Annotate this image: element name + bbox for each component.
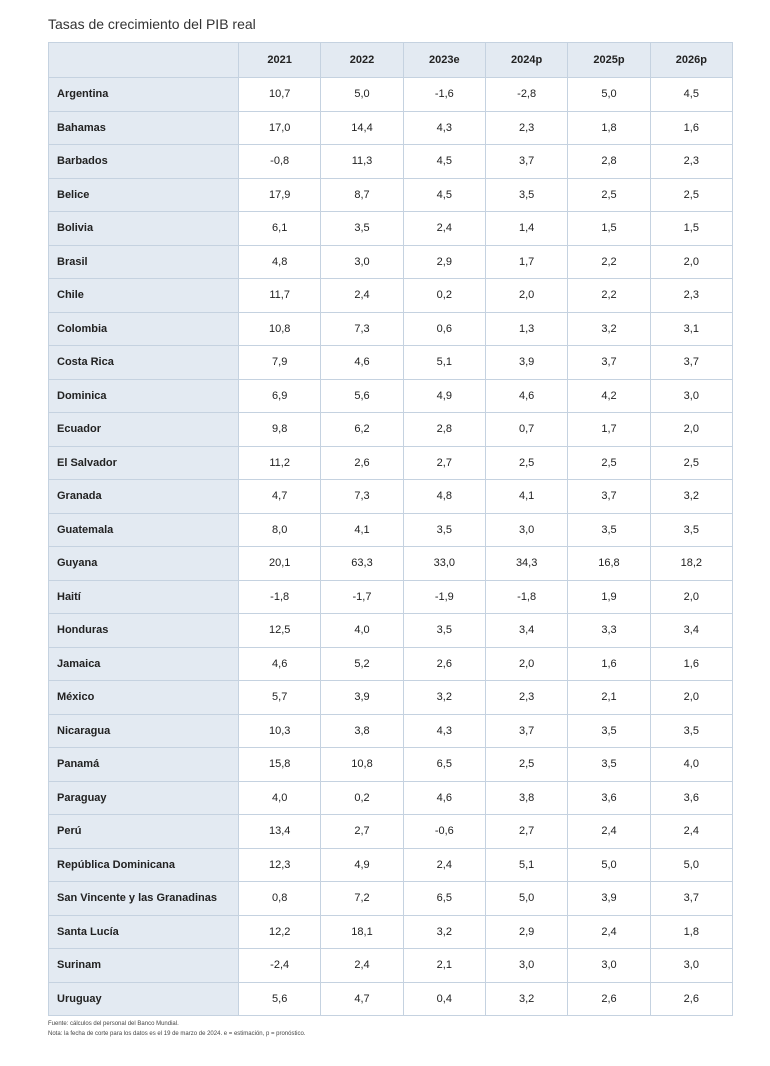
value-cell: 3,2 [485, 982, 567, 1016]
value-cell: 7,9 [239, 346, 321, 380]
value-cell: 4,1 [321, 513, 403, 547]
value-cell: 10,8 [321, 748, 403, 782]
value-cell: 8,7 [321, 178, 403, 212]
value-cell: 18,2 [650, 547, 732, 581]
value-cell: -0,8 [239, 145, 321, 179]
value-cell: 4,3 [403, 714, 485, 748]
value-cell: 5,1 [403, 346, 485, 380]
value-cell: 3,7 [485, 145, 567, 179]
value-cell: 3,2 [403, 681, 485, 715]
column-header: 2023e [403, 43, 485, 78]
value-cell: 11,7 [239, 279, 321, 313]
value-cell: 17,0 [239, 111, 321, 145]
value-cell: 3,7 [568, 346, 650, 380]
value-cell: 5,2 [321, 647, 403, 681]
country-cell: Colombia [49, 312, 239, 346]
country-cell: Dominica [49, 379, 239, 413]
value-cell: 3,5 [568, 513, 650, 547]
footnote: Nota: la fecha de corte para los datos es el 19 de marzo de 2024. e = estimación, p = pronóstico. [48, 1031, 306, 1037]
header-row [49, 43, 733, 78]
value-cell: 12,5 [239, 614, 321, 648]
value-cell: 3,9 [485, 346, 567, 380]
value-cell: 5,0 [568, 848, 650, 882]
value-cell: 2,4 [403, 848, 485, 882]
value-cell: 3,5 [403, 614, 485, 648]
value-cell: 2,6 [650, 982, 732, 1016]
column-header: 2024p [485, 43, 567, 78]
country-cell: El Salvador [49, 446, 239, 480]
value-cell: 4,6 [239, 647, 321, 681]
value-cell: 4,2 [568, 379, 650, 413]
header-corner-cell [49, 43, 239, 78]
table-row [49, 279, 733, 313]
value-cell: 2,4 [568, 815, 650, 849]
value-cell: 0,2 [321, 781, 403, 815]
table-row [49, 413, 733, 447]
value-cell: 2,5 [568, 178, 650, 212]
country-cell: Bahamas [49, 111, 239, 145]
table-notes [48, 1019, 306, 1039]
value-cell: 2,3 [650, 145, 732, 179]
value-cell: 1,9 [568, 580, 650, 614]
value-cell: 11,3 [321, 145, 403, 179]
value-cell: 6,2 [321, 413, 403, 447]
value-cell: 2,8 [403, 413, 485, 447]
country-cell: Guatemala [49, 513, 239, 547]
table-row [49, 614, 733, 648]
value-cell: 3,7 [568, 480, 650, 514]
value-cell: 4,0 [239, 781, 321, 815]
country-cell: Jamaica [49, 647, 239, 681]
value-cell: 3,7 [650, 346, 732, 380]
table-row [49, 647, 733, 681]
value-cell: 12,2 [239, 915, 321, 949]
value-cell: 5,1 [485, 848, 567, 882]
table-row [49, 915, 733, 949]
value-cell: 3,6 [650, 781, 732, 815]
value-cell: 6,9 [239, 379, 321, 413]
value-cell: 2,0 [650, 245, 732, 279]
value-cell: 15,8 [239, 748, 321, 782]
country-cell: Granada [49, 480, 239, 514]
value-cell: 1,5 [568, 212, 650, 246]
table-row [49, 111, 733, 145]
value-cell: 2,9 [485, 915, 567, 949]
table-row [49, 882, 733, 916]
value-cell: 2,6 [568, 982, 650, 1016]
value-cell: 0,2 [403, 279, 485, 313]
country-cell: San Vincente y las Granadinas [49, 882, 239, 916]
value-cell: 4,7 [321, 982, 403, 1016]
value-cell: 1,8 [650, 915, 732, 949]
country-cell: México [49, 681, 239, 715]
table-row [49, 681, 733, 715]
value-cell: 4,8 [403, 480, 485, 514]
value-cell: 3,7 [650, 882, 732, 916]
value-cell: 10,8 [239, 312, 321, 346]
value-cell: 0,7 [485, 413, 567, 447]
table-row [49, 580, 733, 614]
value-cell: 6,5 [403, 748, 485, 782]
value-cell: 4,0 [321, 614, 403, 648]
value-cell: 2,8 [568, 145, 650, 179]
table-row [49, 949, 733, 983]
value-cell: -1,6 [403, 78, 485, 112]
value-cell: 1,6 [650, 647, 732, 681]
table-row [49, 346, 733, 380]
value-cell: 3,0 [485, 949, 567, 983]
value-cell: 4,5 [403, 178, 485, 212]
value-cell: 3,2 [403, 915, 485, 949]
value-cell: 0,8 [239, 882, 321, 916]
value-cell: 5,0 [321, 78, 403, 112]
value-cell: 3,5 [321, 212, 403, 246]
value-cell: 7,2 [321, 882, 403, 916]
country-cell: Panamá [49, 748, 239, 782]
value-cell: 3,5 [568, 748, 650, 782]
value-cell: 4,1 [485, 480, 567, 514]
value-cell: 2,4 [403, 212, 485, 246]
value-cell: 2,1 [568, 681, 650, 715]
value-cell: 3,0 [650, 379, 732, 413]
value-cell: 2,7 [403, 446, 485, 480]
value-cell: -1,8 [485, 580, 567, 614]
value-cell: 3,6 [568, 781, 650, 815]
value-cell: 4,5 [650, 78, 732, 112]
value-cell: 0,6 [403, 312, 485, 346]
column-header: 2021 [239, 43, 321, 78]
value-cell: 1,5 [650, 212, 732, 246]
value-cell: 2,0 [650, 580, 732, 614]
gdp-growth-table [48, 42, 733, 1016]
value-cell: 1,8 [568, 111, 650, 145]
value-cell: 7,3 [321, 480, 403, 514]
value-cell: -0,6 [403, 815, 485, 849]
country-cell: Surinam [49, 949, 239, 983]
value-cell: 2,9 [403, 245, 485, 279]
table-row [49, 178, 733, 212]
value-cell: 4,6 [485, 379, 567, 413]
value-cell: 5,6 [239, 982, 321, 1016]
country-cell: Brasil [49, 245, 239, 279]
country-cell: Ecuador [49, 413, 239, 447]
value-cell: 4,9 [403, 379, 485, 413]
value-cell: 10,3 [239, 714, 321, 748]
value-cell: 18,1 [321, 915, 403, 949]
country-cell: Belice [49, 178, 239, 212]
column-header: 2026p [650, 43, 732, 78]
value-cell: 3,2 [568, 312, 650, 346]
value-cell: 14,4 [321, 111, 403, 145]
country-cell: Argentina [49, 78, 239, 112]
table-row [49, 513, 733, 547]
value-cell: 63,3 [321, 547, 403, 581]
column-header: 2025p [568, 43, 650, 78]
value-cell: 5,6 [321, 379, 403, 413]
value-cell: 3,1 [650, 312, 732, 346]
value-cell: 5,0 [568, 78, 650, 112]
table-row [49, 379, 733, 413]
country-cell: Perú [49, 815, 239, 849]
table-row [49, 815, 733, 849]
country-cell: Paraguay [49, 781, 239, 815]
value-cell: 2,4 [321, 949, 403, 983]
table-row [49, 547, 733, 581]
value-cell: 1,7 [568, 413, 650, 447]
value-cell: 2,6 [321, 446, 403, 480]
country-cell: Barbados [49, 145, 239, 179]
table-row [49, 245, 733, 279]
value-cell: 4,7 [239, 480, 321, 514]
value-cell: 2,4 [650, 815, 732, 849]
value-cell: 2,0 [650, 681, 732, 715]
value-cell: 2,3 [485, 681, 567, 715]
value-cell: 1,3 [485, 312, 567, 346]
source-note: Fuente: cálculos del personal del Banco Mundial. [48, 1021, 179, 1027]
table-row [49, 78, 733, 112]
value-cell: 5,7 [239, 681, 321, 715]
value-cell: 3,0 [568, 949, 650, 983]
table-row [49, 312, 733, 346]
value-cell: 2,5 [485, 748, 567, 782]
value-cell: 0,4 [403, 982, 485, 1016]
value-cell: 13,4 [239, 815, 321, 849]
table-row [49, 480, 733, 514]
value-cell: 5,0 [485, 882, 567, 916]
country-cell: Uruguay [49, 982, 239, 1016]
value-cell: -2,4 [239, 949, 321, 983]
value-cell: 8,0 [239, 513, 321, 547]
value-cell: 3,4 [650, 614, 732, 648]
value-cell: 3,0 [321, 245, 403, 279]
value-cell: 2,5 [650, 178, 732, 212]
value-cell: 2,0 [650, 413, 732, 447]
value-cell: -1,7 [321, 580, 403, 614]
country-cell: Costa Rica [49, 346, 239, 380]
value-cell: 3,5 [650, 714, 732, 748]
value-cell: 6,1 [239, 212, 321, 246]
value-cell: 3,5 [650, 513, 732, 547]
value-cell: 1,6 [568, 647, 650, 681]
value-cell: -1,8 [239, 580, 321, 614]
value-cell: 2,4 [568, 915, 650, 949]
value-cell: -1,9 [403, 580, 485, 614]
page-title: Tasas de crecimiento del PIB real [48, 16, 256, 32]
table-row [49, 748, 733, 782]
value-cell: 4,6 [321, 346, 403, 380]
value-cell: 2,6 [403, 647, 485, 681]
column-header: 2022 [321, 43, 403, 78]
value-cell: 4,5 [403, 145, 485, 179]
value-cell: 7,3 [321, 312, 403, 346]
value-cell: 1,7 [485, 245, 567, 279]
value-cell: 17,9 [239, 178, 321, 212]
table-row [49, 781, 733, 815]
value-cell: 2,5 [485, 446, 567, 480]
value-cell: 4,6 [403, 781, 485, 815]
country-cell: Haití [49, 580, 239, 614]
value-cell: 2,1 [403, 949, 485, 983]
value-cell: 10,7 [239, 78, 321, 112]
value-cell: 4,3 [403, 111, 485, 145]
value-cell: 3,5 [403, 513, 485, 547]
value-cell: 2,2 [568, 279, 650, 313]
value-cell: 12,3 [239, 848, 321, 882]
value-cell: 1,6 [650, 111, 732, 145]
table-row [49, 145, 733, 179]
value-cell: 20,1 [239, 547, 321, 581]
value-cell: 2,4 [321, 279, 403, 313]
table-body [49, 78, 733, 1016]
value-cell: 2,5 [650, 446, 732, 480]
value-cell: 5,0 [650, 848, 732, 882]
value-cell: 1,4 [485, 212, 567, 246]
value-cell: 4,0 [650, 748, 732, 782]
country-cell: Chile [49, 279, 239, 313]
value-cell: 3,8 [321, 714, 403, 748]
value-cell: 16,8 [568, 547, 650, 581]
country-cell: Santa Lucía [49, 915, 239, 949]
value-cell: 4,9 [321, 848, 403, 882]
table-row [49, 714, 733, 748]
value-cell: 34,3 [485, 547, 567, 581]
value-cell: 3,5 [568, 714, 650, 748]
value-cell: 3,9 [321, 681, 403, 715]
value-cell: 3,0 [650, 949, 732, 983]
country-cell: República Dominicana [49, 848, 239, 882]
value-cell: 3,8 [485, 781, 567, 815]
value-cell: 2,7 [321, 815, 403, 849]
value-cell: 11,2 [239, 446, 321, 480]
value-cell: 3,2 [650, 480, 732, 514]
value-cell: 2,0 [485, 647, 567, 681]
value-cell: 2,3 [650, 279, 732, 313]
table-row [49, 446, 733, 480]
value-cell: 3,4 [485, 614, 567, 648]
table-row [49, 848, 733, 882]
value-cell: 3,3 [568, 614, 650, 648]
value-cell: 2,2 [568, 245, 650, 279]
value-cell: 3,5 [485, 178, 567, 212]
value-cell: -2,8 [485, 78, 567, 112]
value-cell: 3,0 [485, 513, 567, 547]
value-cell: 6,5 [403, 882, 485, 916]
value-cell: 2,5 [568, 446, 650, 480]
table-row [49, 212, 733, 246]
value-cell: 2,7 [485, 815, 567, 849]
value-cell: 4,8 [239, 245, 321, 279]
country-cell: Honduras [49, 614, 239, 648]
value-cell: 3,9 [568, 882, 650, 916]
country-cell: Guyana [49, 547, 239, 581]
value-cell: 2,3 [485, 111, 567, 145]
value-cell: 9,8 [239, 413, 321, 447]
table-row [49, 982, 733, 1016]
country-cell: Nicaragua [49, 714, 239, 748]
country-cell: Bolivia [49, 212, 239, 246]
value-cell: 3,7 [485, 714, 567, 748]
value-cell: 33,0 [403, 547, 485, 581]
value-cell: 2,0 [485, 279, 567, 313]
